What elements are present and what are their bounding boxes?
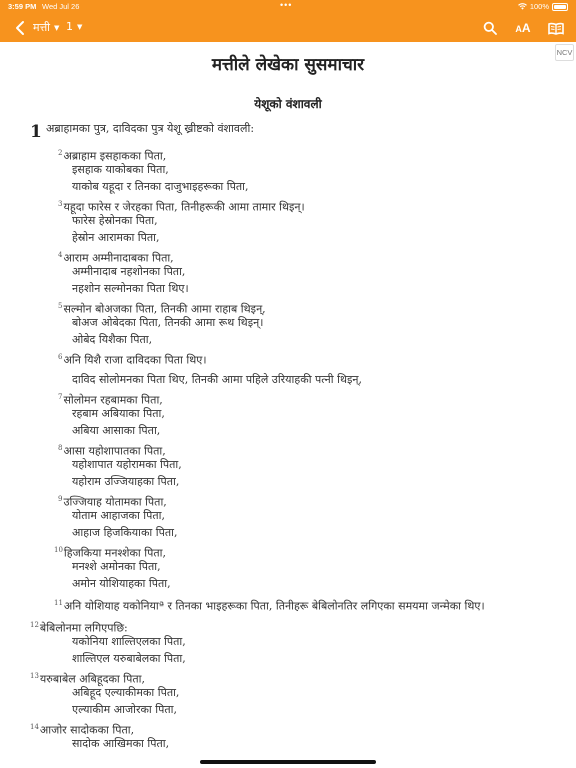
- text-line: [72, 163, 169, 177]
- version-badge[interactable]: NCV: [555, 44, 574, 61]
- verse-text: नहशोन सल्मोनका पिता थिए।: [72, 282, 189, 295]
- text-line: [72, 333, 152, 347]
- text-line: [72, 686, 179, 700]
- verse-text: हिजकिया मनश्शेका पिता,: [63, 546, 166, 560]
- verse-number[interactable]: 2: [58, 149, 63, 157]
- section-heading: येशूको वंशावली: [254, 97, 322, 111]
- verse-line: [30, 618, 128, 636]
- verse-number[interactable]: 5: [58, 302, 63, 310]
- verse-text: अम्मीनादाब नहशोनका पिता,: [72, 265, 186, 278]
- verse-number[interactable]: 7: [58, 393, 63, 401]
- text-line: [46, 122, 254, 136]
- verse-number[interactable]: 14: [30, 723, 39, 731]
- open-book-icon: [548, 22, 564, 35]
- chevron-down-icon: ▼: [54, 23, 60, 32]
- book-title: मत्तीले लेखेका सुसमाचार: [211, 55, 365, 75]
- status-right: [518, 2, 568, 11]
- verse-text: उज्जियाह योतामका पिता,: [63, 495, 167, 509]
- verse-number[interactable]: 8: [58, 444, 63, 452]
- verse-text: यहोशापात यहोरामका पिता,: [72, 458, 182, 471]
- verse-line: [58, 390, 163, 408]
- chapter-selector[interactable]: [66, 20, 82, 33]
- verse-text: रहबाम अबियाका पिता,: [72, 407, 165, 420]
- verse-line: [30, 720, 134, 738]
- verse-line: [58, 350, 207, 368]
- verse-text: सादोक आखिमका पिता,: [72, 737, 170, 750]
- chapter-value: 1: [66, 20, 73, 33]
- font-size-icon: AA: [515, 21, 531, 35]
- text-line: [72, 180, 248, 194]
- verse-text: अनि योशियाह यकोनियाª र तिनका भाइहरूका पिता, तिनीहरू बेबिलोनतिर लगिएका समयमा जन्मेका थिए।: [63, 599, 485, 613]
- verse-text: आराम अम्मीनादाबका पिता,: [63, 251, 174, 265]
- verse-text: योताम आहाजका पिता,: [72, 509, 166, 522]
- verse-text: दाविद सोलोमनका पिता थिए, तिनकी आमा पहिले उरियाहकी पत्नी थिइन्,: [72, 373, 362, 386]
- verse-text: यहोराम उज्जियाहका पिता,: [72, 475, 180, 488]
- search-button[interactable]: [481, 19, 499, 37]
- status-date: Wed Jul 26: [42, 2, 80, 11]
- verse-line: [58, 441, 166, 459]
- verse-number[interactable]: 10: [54, 546, 63, 554]
- wifi-icon: [518, 3, 527, 10]
- text-line: [72, 458, 182, 472]
- verse-text: बोअज ओबेदका पिता, तिनकी आमा रूथ थिइन्।: [72, 316, 264, 329]
- text-line: [72, 475, 179, 489]
- verse-number[interactable]: 3: [58, 200, 63, 208]
- verse-line: [54, 596, 485, 614]
- verse-text: यरुबाबेल अबिहूदका पिता,: [39, 672, 145, 686]
- text-line: [72, 635, 186, 649]
- text-line: [72, 652, 186, 666]
- status-time: 3:59 PM: [8, 2, 37, 11]
- book-selector[interactable]: [33, 20, 59, 35]
- verse-text: बेबिलोनमा लगिएपछि:: [39, 621, 128, 635]
- text-line: [72, 703, 177, 717]
- verse-number[interactable]: 13: [30, 672, 39, 680]
- verse-text: अनि यिशै राजा दाविदका पिता थिए।: [63, 353, 207, 367]
- verse-number[interactable]: 12: [30, 621, 39, 629]
- chapter-number: 1: [30, 122, 42, 142]
- status-bar: [0, 0, 576, 14]
- verse-text: याकोब यहूदा र तिनका दाजुभाइहरूका पिता,: [72, 180, 249, 193]
- verse-number[interactable]: 6: [58, 353, 63, 361]
- verse-text: अबिया आसाका पिता,: [72, 424, 161, 437]
- text-line: [72, 577, 171, 591]
- verse-text: यकोनिया शाल्तिएलका पिता,: [72, 635, 186, 648]
- verse-text: आजोर सादोकका पिता,: [39, 723, 135, 737]
- verse-line: [58, 146, 166, 164]
- verse-text: यहूदा फारेस र जेरहका पिता, तिनीहरूकी आमा तामार थिइन्।: [63, 200, 305, 214]
- verse-number[interactable]: 11: [54, 599, 63, 607]
- verse-text: मनश्शे अमोनका पिता,: [72, 560, 161, 573]
- verse-text: फारेस हेस्रोनका पिता,: [72, 214, 158, 227]
- text-line: [72, 737, 169, 751]
- book-name: मत्ती: [33, 21, 51, 34]
- verse-text: ओबेद यिशैका पिता,: [72, 333, 153, 346]
- verse-text: अमोन योशियाहका पिता,: [72, 577, 171, 590]
- verse-text: सोलोमन रहबामका पिता,: [63, 393, 163, 407]
- back-chevron-icon[interactable]: [12, 19, 30, 37]
- verse-text: अब्राहामका पुत्र, दाविदका पुत्र येशू ख्रीष्टको वंशावली:: [46, 122, 255, 135]
- reading-mode-button[interactable]: [547, 19, 565, 37]
- verse-line: [58, 197, 305, 215]
- text-line: [72, 214, 158, 228]
- verse-text: आसा यहोशापातका पिता,: [63, 444, 166, 458]
- navigation-bar: [0, 14, 576, 42]
- text-line: [72, 282, 189, 296]
- verse-text: सल्मोन बोअजका पिता, तिनकी आमा राहाब थिइन्,: [63, 302, 266, 316]
- verse-text: आहाज हिजकियाका पिता,: [72, 526, 178, 539]
- verse-text: एल्याकीम आजोरका पिता,: [72, 703, 177, 716]
- verse-text: अबिहूद एल्याकीमका पिता,: [72, 686, 180, 699]
- verse-line: [58, 299, 266, 317]
- verse-line: [58, 248, 174, 266]
- text-line: [72, 265, 185, 279]
- text-line: [72, 373, 362, 387]
- verse-text: हेस्रोन आरामका पिता,: [72, 231, 160, 244]
- battery-icon: [552, 3, 568, 11]
- text-line: [72, 509, 165, 523]
- verse-number[interactable]: 4: [58, 251, 63, 259]
- text-line: [72, 424, 160, 438]
- verse-text: इसहाक याकोबका पिता,: [72, 163, 169, 176]
- verse-number[interactable]: 9: [58, 495, 63, 503]
- verse-line: [54, 543, 166, 561]
- font-size-button[interactable]: [514, 19, 532, 37]
- verse-line: [58, 492, 167, 510]
- multitask-dots[interactable]: •••: [280, 0, 293, 10]
- text-line: [72, 231, 160, 245]
- verse-text: अब्राहाम इसहाकका पिता,: [63, 149, 167, 163]
- text-line: [72, 526, 177, 540]
- home-indicator[interactable]: [200, 760, 376, 764]
- chevron-down-icon: ▼: [77, 22, 83, 31]
- search-icon: [483, 21, 497, 35]
- verse-line: [30, 669, 145, 687]
- text-line: [72, 560, 161, 574]
- verse-text: शाल्तिएल यरुबाबेलका पिता,: [72, 652, 186, 665]
- battery-percent: 100%: [529, 2, 549, 11]
- text-line: [72, 316, 263, 330]
- text-line: [72, 407, 165, 421]
